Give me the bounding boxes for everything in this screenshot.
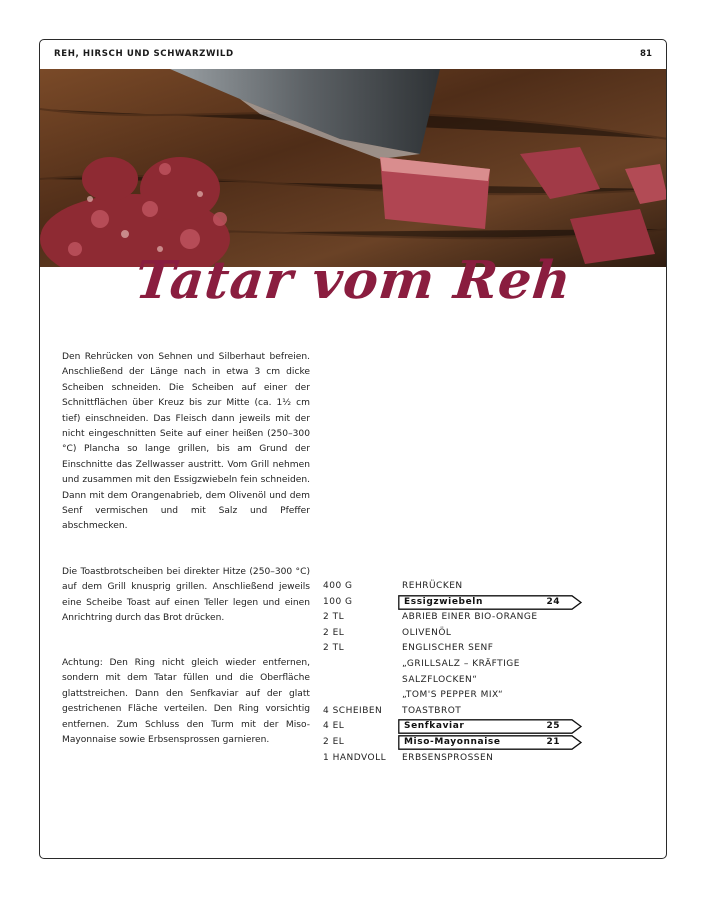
ingredient-row: [323, 626, 603, 642]
page-header: [40, 40, 666, 69]
venison-knife-photo: [40, 69, 666, 267]
chapter-title: REH, HIRSCH UND SCHWARZWILD: [54, 49, 234, 59]
ingredient-name: ABRIEB EINER BIO-ORANGE: [402, 612, 538, 623]
reference-page-number: 25: [546, 721, 560, 732]
ingredient-row: [323, 641, 603, 657]
ingredient-quantity: 100 G: [323, 596, 353, 607]
ingredient-row: [323, 673, 603, 689]
ingredient-quantity: 2 EL: [323, 736, 345, 747]
ingredient-quantity: 1 HANDVOLL: [323, 752, 387, 763]
ingredient-name: „TOM'S PEPPER MIX“: [402, 690, 504, 701]
ingredient-row: [323, 751, 603, 767]
ingredient-row: [323, 579, 603, 595]
ingredient-quantity: 2 TL: [323, 643, 345, 654]
ingredient-row: [323, 704, 603, 720]
ingredient-name: ENGLISCHER SENF: [402, 643, 494, 654]
instruction-paragraph-2: Die Toastbrotscheiben bei direkter Hitze (250–300 °C) auf dem Grill knusprig grillen. Anschließend jeweils eine Scheibe Toast auf einen Teller legen und einen Anrichtring durch das Brot drücken.: [62, 567, 310, 624]
page-number: 81: [640, 49, 652, 59]
ingredient-name: „GRILLSALZ – KRÄFTIGE: [402, 658, 520, 669]
ingredient-name: TOASTBROT: [402, 705, 462, 716]
ingredient-name: SALZFLOCKEN“: [402, 674, 478, 685]
ingredient-row: [323, 719, 603, 735]
ingredient-row: [323, 595, 603, 611]
ingredient-list: [323, 579, 603, 766]
ingredient-row: [323, 688, 603, 704]
ingredient-name: OLIVENÖL: [402, 627, 452, 638]
reference-page-number: 24: [546, 596, 560, 607]
reference-recipe-name: Miso-Mayonnaise: [404, 736, 501, 747]
ingredient-name: ERBSENSPROSSEN: [402, 752, 494, 763]
ingredient-quantity: 4 EL: [323, 721, 345, 732]
ingredient-name: REHRÜCKEN: [402, 581, 463, 591]
recipe-title: Tatar vom Reh: [132, 250, 575, 311]
ingredient-quantity: 4 SCHEIBEN: [323, 705, 383, 716]
reference-page-number: 21: [546, 736, 560, 747]
ingredient-row: [323, 657, 603, 673]
recipe-reference-tag[interactable]: [398, 735, 581, 750]
ingredient-quantity: 2 TL: [323, 612, 345, 623]
recipe-reference-tag[interactable]: [398, 595, 581, 610]
instruction-paragraph-3: Achtung: Den Ring nicht gleich wieder entfernen, sondern mit dem Tatar füllen und die Oberfläche glattstreichen. Dann den Senfkaviar auf der glatt gestrichenen Fläche verteilen. Den Ring vorsichtig entfernen. Zum Schluss den Turm mit der Miso-Mayonnaise sowie Erbsensprossen garnieren.: [62, 658, 310, 746]
ingredient-quantity: 2 EL: [323, 627, 345, 638]
instruction-paragraph-1: Den Rehrücken von Sehnen und Silberhaut befreien. Anschließend der Länge nach in etwa 3 cm dicke Scheiben schneiden. Die Scheiben auf einer der Schnittflächen über Kreuz bis zur Mitte (ca. 1½ cm tief) einschneiden. Das Fleisch dann jeweils mit der nicht eingeschnitten Seite auf einer heißen (250–300 °C) Plancha so lange grillen, bis am Grund der Einschnitte das Zellwasser austritt. Vom Grill nehmen und zusammen mit den Essigzwiebeln fein schneiden. Dann mit dem Orangenabrieb, dem Olivenöl und dem Senf vermischen und mit Salz und Pfeffer abschmecken.: [62, 352, 310, 532]
ingredient-quantity: 400 G: [323, 581, 353, 591]
ingredient-row: [323, 610, 603, 626]
hero-photo: [40, 69, 666, 267]
recipe-reference-tag[interactable]: [398, 719, 581, 734]
reference-recipe-name: Senfkaviar: [404, 721, 465, 732]
reference-recipe-name: Essigzwiebeln: [404, 596, 483, 607]
ingredient-row: [323, 735, 603, 751]
